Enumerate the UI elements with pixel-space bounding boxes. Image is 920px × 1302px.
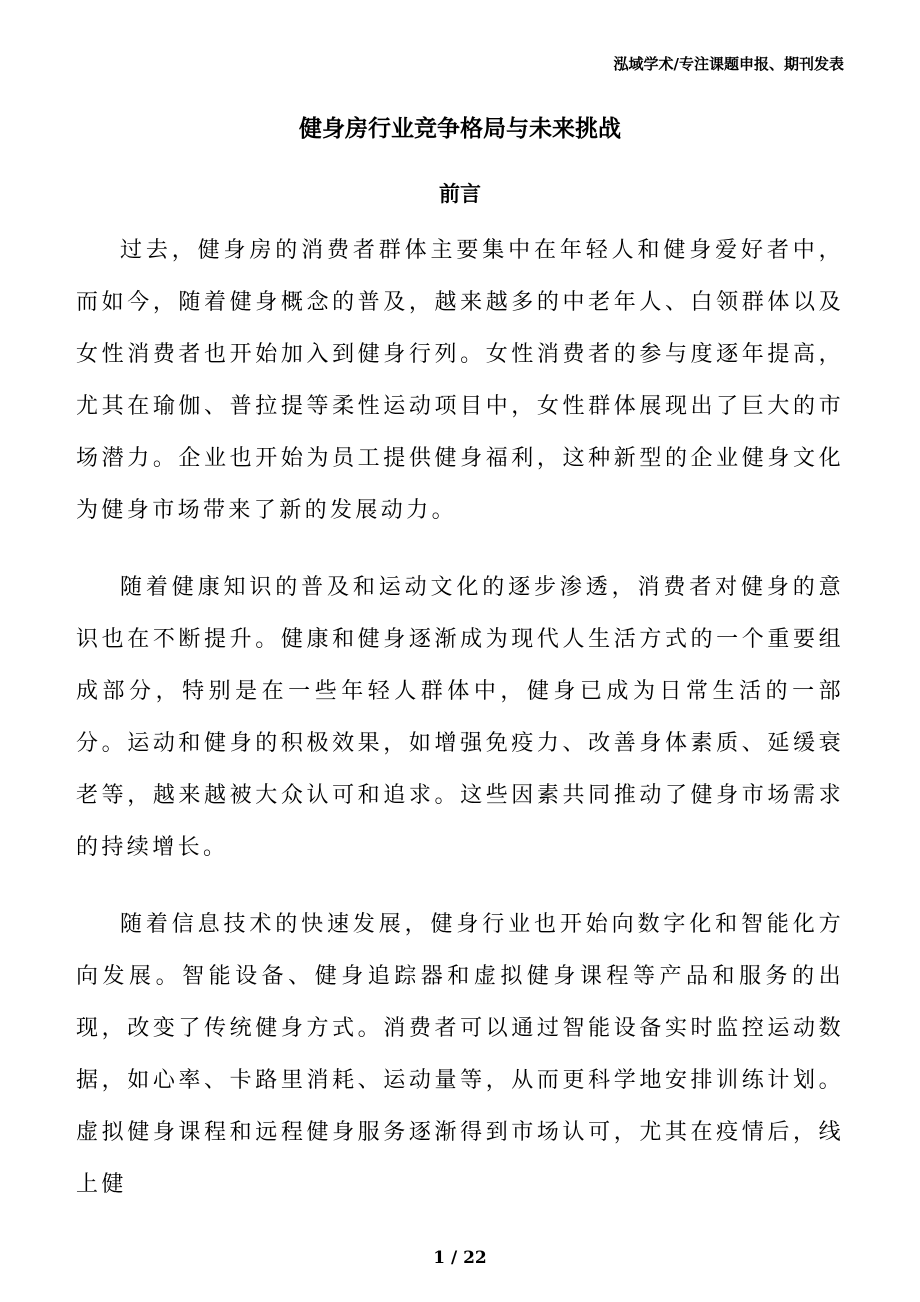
body-paragraph: 随着信息技术的快速发展，健身行业也开始向数字化和智能化方向发展。智能设备、健身追踪器和虚拟健身课程等产品和服务的出现，改变了传统健身方式。消费者可以通过智能设备实时监控运动数据，如心率、卡路里消耗、运动量等，从而更科学地安排训练计划。虚拟健身课程和远程健身服务逐渐得到市场认可，尤其在疫情后，线上健 <box>76 912 844 1197</box>
page-number-indicator: 1 / 22 <box>433 1248 487 1268</box>
document-body <box>0 225 920 1211</box>
section-heading: 前言 <box>439 181 481 206</box>
document-title: 健身房行业竞争格局与未来挑战 <box>299 115 621 142</box>
body-paragraph: 随着健康知识的普及和运动文化的逐步渗透，消费者对健身的意识也在不断提升。健康和健身逐渐成为现代人生活方式的一个重要组成部分，特别是在一些年轻人群体中，健身已成为日常生活的一部分。运动和健身的积极效果，如增强免疫力、改善身体素质、延缓衰老等，越来越被大众认可和追求。这些因素共同推动了健身市场需求的持续增长。 <box>76 575 844 860</box>
page-header-brand: 泓域学术/专注课题申报、期刊发表 <box>613 55 844 73</box>
body-paragraph: 过去，健身房的消费者群体主要集中在年轻人和健身爱好者中，而如今，随着健身概念的普及，越来越多的中老年人、白领群体以及女性消费者也开始加入到健身行列。女性消费者的参与度逐年提高，尤其在瑜伽、普拉提等柔性运动项目中，女性群体展现出了巨大的市场潜力。企业也开始为员工提供健身福利，这种新型的企业健身文化为健身市场带来了新的发展动力。 <box>76 238 844 523</box>
